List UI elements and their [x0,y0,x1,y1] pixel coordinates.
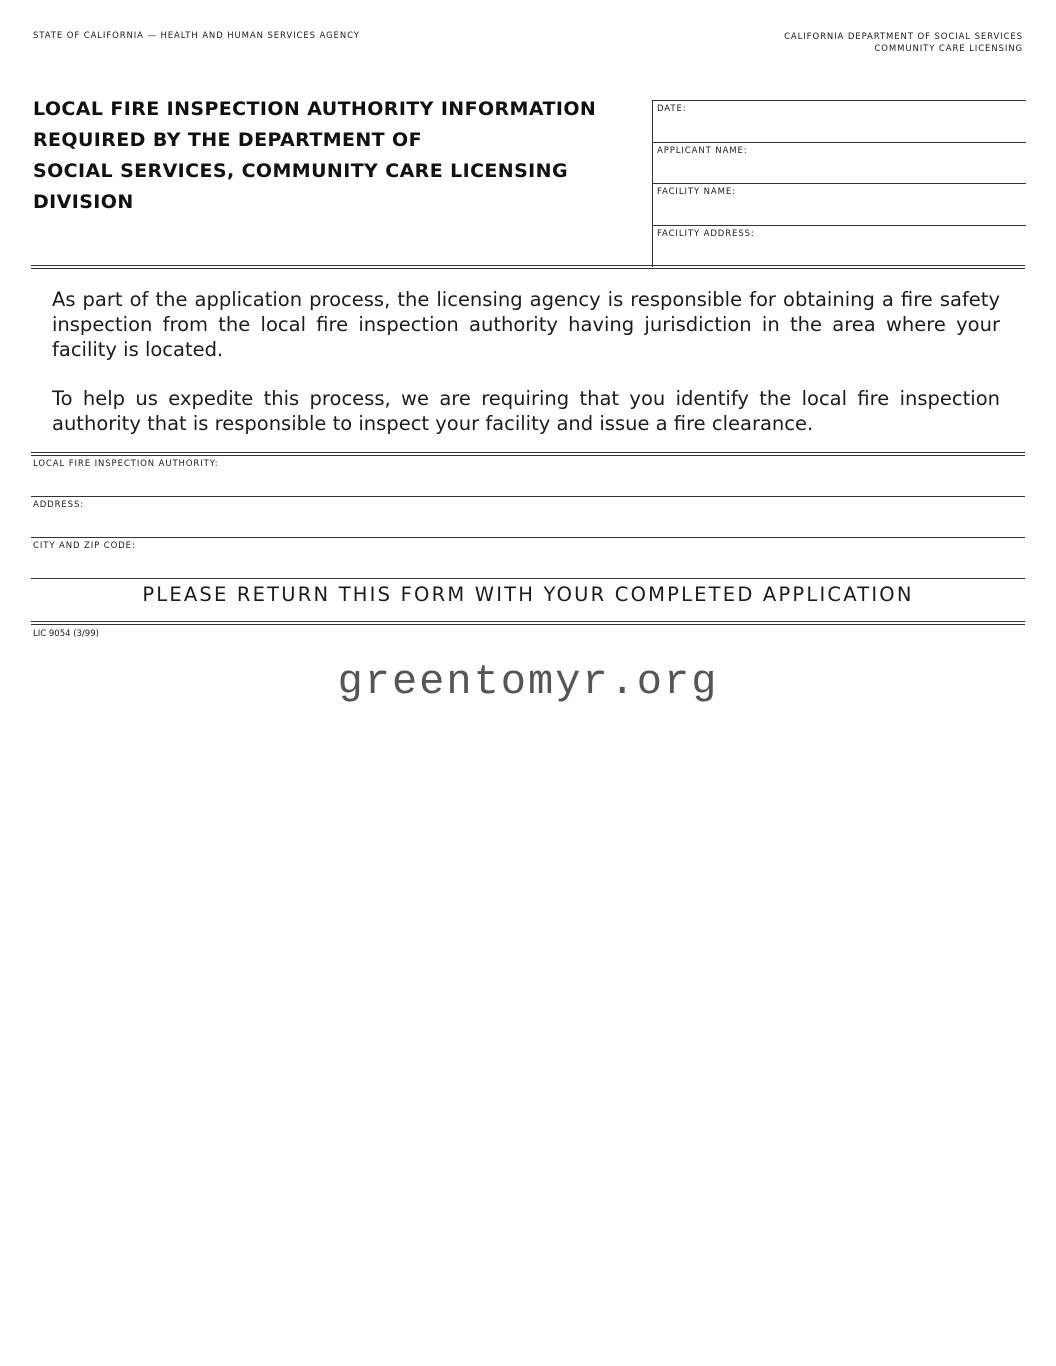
title-line: DIVISION [33,191,134,213]
title-line: SOCIAL SERVICES, COMMUNITY CARE LICENSING [33,160,568,182]
city-zip-field[interactable] [31,538,1025,579]
divider [31,265,1025,269]
divider [31,621,1025,625]
title-line: REQUIRED BY THE DEPARTMENT OF [33,129,422,151]
department-name: CALIFORNIA DEPARTMENT OF SOCIAL SERVICES [784,32,1023,42]
authority-address-field[interactable] [31,497,1025,538]
instructions-paragraph: As part of the application process, the licensing agency is responsible for obtaining a fire safety inspection from the local fire inspection authority having jurisdiction in the area where your facility is located. [52,288,1000,361]
facility-name-label: FACILITY NAME: [657,187,736,197]
form-code: LIC 9054 (3/99) [33,629,99,639]
date-label: DATE: [657,104,687,114]
applicant-info-box [652,100,1026,267]
authority-address-label: ADDRESS: [33,500,85,510]
applicant-name-field[interactable] [653,143,1026,185]
fire-authority-label: LOCAL FIRE INSPECTION AUTHORITY: [33,459,219,469]
facility-name-field[interactable] [653,184,1026,226]
division-name: COMMUNITY CARE LICENSING [874,44,1023,54]
date-field[interactable] [653,101,1026,143]
fire-authority-field[interactable] [31,456,1025,497]
agency-header: STATE OF CALIFORNIA — HEALTH AND HUMAN SERVICES AGENCY [33,31,360,41]
watermark: greentomyr.org [337,658,719,706]
facility-address-field[interactable] [653,226,1026,267]
facility-address-label: FACILITY ADDRESS: [657,228,755,239]
title-line: LOCAL FIRE INSPECTION AUTHORITY INFORMATION [33,98,597,120]
return-notice: PLEASE RETURN THIS FORM WITH YOUR COMPLETED APPLICATION [142,583,914,606]
department-header [784,31,1023,55]
applicant-name-label: APPLICANT NAME: [657,145,748,156]
instructions-paragraph: To help us expedite this process, we are requiring that you identify the local fire inspection authority that is responsible to inspect your facility and issue a fire clearance. [52,387,1000,435]
city-zip-label: CITY AND ZIP CODE: [33,541,136,551]
form-title [33,94,633,218]
